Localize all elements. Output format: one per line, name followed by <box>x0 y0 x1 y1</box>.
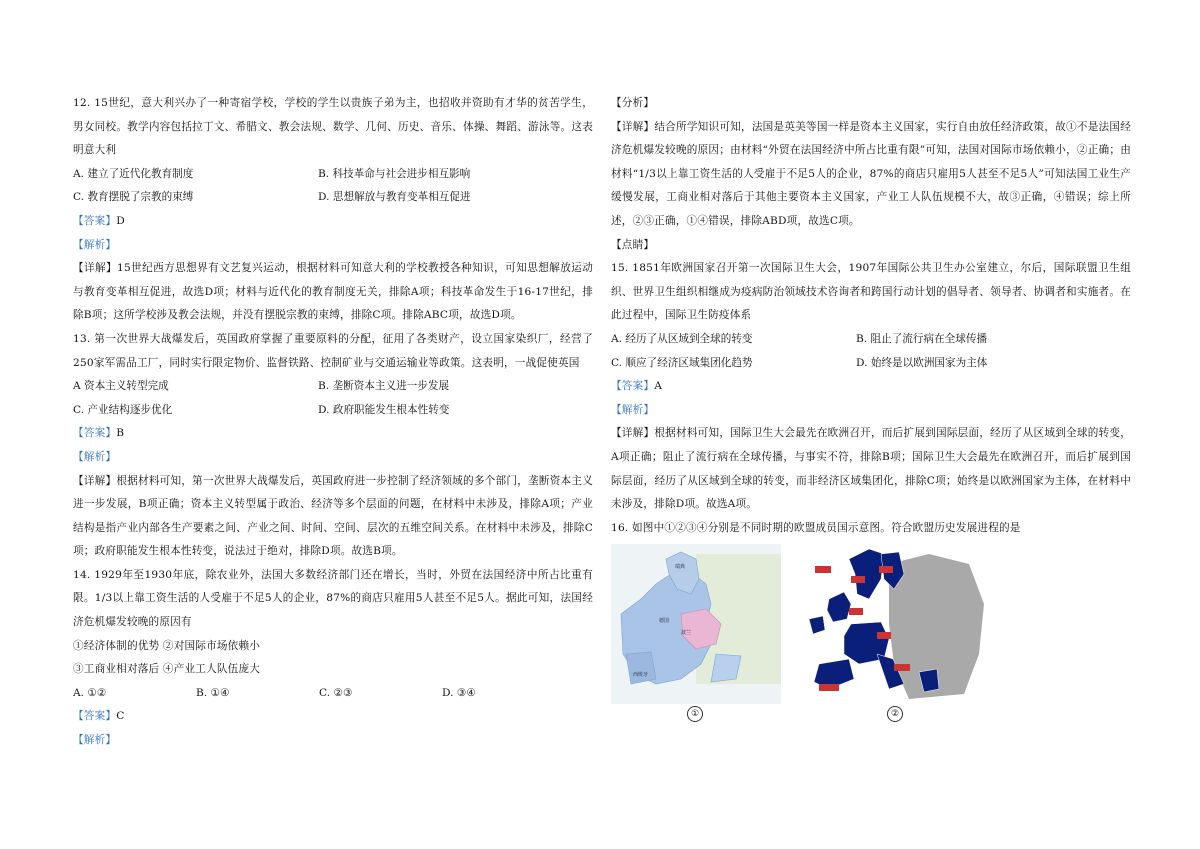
q16-stem: 16. 如图中①②③④分别是不同时期的欧盟成员国示意图。符合欧盟历史发展进程的是 <box>611 521 1021 534</box>
q15-options-row1 <box>611 328 1131 352</box>
q13-analysis-tag: 【解析】 <box>73 450 117 463</box>
q13-option-c: C. 产业结构逐步优化 <box>73 403 173 416</box>
q15-option-b: B. 阻止了流行病在全球传播 <box>856 332 988 345</box>
svg-text:波兰: 波兰 <box>681 630 692 637</box>
q14-option-a: A. ①② <box>73 686 107 699</box>
q13-option-d: D. 政府职能发生根本性转变 <box>318 403 450 416</box>
q12-option-a: A. 建立了近代化教育制度 <box>73 167 194 180</box>
q15-answer <box>611 375 1131 399</box>
country-label-box <box>851 576 865 583</box>
eu-map-1 <box>611 544 781 704</box>
q15-option-c: C. 顺应了经济区域集团化趋势 <box>611 356 753 369</box>
answer-value: A <box>654 380 663 393</box>
country-label-box <box>815 566 831 573</box>
q15-option-d: D. 始终是以欧洲国家为主体 <box>856 356 988 369</box>
q14-items-2: ③工商业相对落后 ④产业工人队伍庞大 <box>73 663 261 676</box>
svg-text:西班牙: 西班牙 <box>633 672 649 679</box>
q15-detail: 【详解】根据材料可知，国际卫生大会最先在欧洲召开，而后扩展到国际层面，经历了从区域到全球的转变，A项正确；阻止了流行病在全球传播，与事实不符，排除B项；国际卫生大会最先在欧洲召开，而后扩展到国际层面，经历了从区域到全球的转变，而非经济区域集团化，排除C项；始终是以欧洲国家为主体，在材料中未涉及，排除D项。故选A项。 <box>611 427 1131 511</box>
country-label-box <box>877 632 891 639</box>
map-2-number: ② <box>887 706 903 722</box>
q14-items-1: ①经济体制的优势 ②对国际市场依赖小 <box>73 639 261 652</box>
q12-options-row2 <box>73 186 593 210</box>
q13-stem: 13. 第一次世界大战爆发后，英国政府掌握了重要原料的分配，征用了各类财产，设立国家染织厂，经营了250家军需品工厂，同时实行限定物价、监督铁路、控制矿业与交通运输业等政策。这表明，一战促使英国 <box>73 332 593 369</box>
q13-options-row2 <box>73 399 593 423</box>
q15-options-row2 <box>611 352 1131 376</box>
q13-detail: 【详解】根据材料可知，第一次世界大战爆发后，英国政府进一步控制了经济领域的多个部门，垄断资本主义进一步发展，B项正确；资本主义转型属于政治、经济等多个层面的问题，在材料中未涉及，排除A项；产业结构是指产业内部各生产要素之间、产业之间、时间、空间、层次的五维空间关系。在材料中未涉及，排除C项；政府职能发生根本性转变，说法过于绝对，排除D项。故选B项。 <box>73 474 593 558</box>
q12-detail: 【详解】15世纪西方思想界有文艺复兴运动，根据材料可知意大利的学校教授各种知识，可知思想解放运动与教育变革相互促进，故选D项；材料与近代化的教育制度无关，排除A项；科技革命发生于16-17世纪，排除B项；这所学校涉及教会法规，并没有摆脱宗教的束缚，排除C项。排除ABC项，故选D项。 <box>73 262 593 322</box>
answer-tag: 【答案】 <box>73 214 117 227</box>
country-label-box <box>849 608 863 615</box>
q15-stem: 15. 1851年欧洲国家召开第一次国际卫生大会，1907年国际公共卫生办公室建立，尔后，国际联盟卫生组织、世界卫生组织相继成为疫病防治领域技术咨询者和跨国行动计划的倡导者、领导者、协调者和实施者。在此过程中，国际卫生防疫体系 <box>611 262 1131 322</box>
left-column <box>73 92 593 753</box>
answer-value: C <box>116 710 125 723</box>
map-1-number: ① <box>687 706 703 722</box>
answer-tag: 【答案】 <box>73 710 117 723</box>
q12-option-d: D. 思想解放与教育变革相互促进 <box>318 191 471 204</box>
country-label-box <box>819 684 839 691</box>
q14-detail: 【详解】结合所学知识可知，法国是英美等国一样是资本主义国家，实行自由放任经济政策，故①不是法国经济危机爆发较晚的原因；由材料“外贸在法国经济中所占比重有限”可知，法国对国际市场依赖小，②正确；由材料“1/3以上靠工资生活的人受雇于不足5人的企业，87%的商店只雇用5人甚至不足5人”可知法国工业生产缓慢发展，工商业相对落后于其他主要资本主义国家，产业工人队伍规模不大，故③正确，④错误；综上所述，②③正确，①④错误，排除ABD项，故选C项。 <box>611 120 1131 227</box>
q14-option-b: B. ①④ <box>196 686 230 699</box>
q14-option-c: C. ②③ <box>319 686 353 699</box>
answer-tag: 【答案】 <box>611 380 655 393</box>
country-label-box <box>879 566 893 573</box>
q14-stem: 14. 1929年至1930年底，除农业外，法国大多数经济部门还在增长，当时，外贸在法国经济中所占比重有限。1/3以上靠工资生活的人受雇于不足5人的企业，87%的商店只雇用5人甚至不足5人。据此可知，法国经济危机爆发较晚的原因有 <box>73 568 593 629</box>
q14-analysis-label: 【分析】 <box>611 97 655 109</box>
q14-option-d: D. ③④ <box>442 686 476 699</box>
q12-answer <box>73 210 593 234</box>
q14-options <box>73 682 593 706</box>
eu-map-2 <box>789 544 989 704</box>
q12-analysis-tag: 【解析】 <box>73 238 117 251</box>
q15-analysis-tag: 【解析】 <box>611 403 655 416</box>
answer-value: D <box>116 214 125 227</box>
q13-option-b: B. 垄断资本主义进一步发展 <box>318 380 450 393</box>
svg-text:德国: 德国 <box>659 618 670 625</box>
q13-options-row1 <box>73 375 593 399</box>
svg-text:瑞典: 瑞典 <box>675 564 686 571</box>
country-label-box <box>894 664 910 671</box>
dianjing-label: 【点睛】 <box>611 238 655 251</box>
eu-maps <box>611 544 1131 724</box>
answer-value: B <box>116 427 125 440</box>
q13-option-a: A 资本主义转型完成 <box>73 380 169 393</box>
q13-answer <box>73 422 593 446</box>
q12-option-c: C. 教育摆脱了宗教的束缚 <box>73 191 194 204</box>
q12-option-b: B. 科技革命与社会进步相互影响 <box>318 167 471 180</box>
right-column <box>611 92 1131 724</box>
answer-tag: 【答案】 <box>73 427 117 440</box>
q15-option-a: A. 经历了从区域到全球的转变 <box>611 332 753 345</box>
q14-analysis-tag: 【解析】 <box>73 734 117 747</box>
q12-options-row1 <box>73 163 593 187</box>
q14-answer <box>73 705 593 729</box>
q12-stem: 12. 15世纪，意大利兴办了一种寄宿学校，学校的学生以贵族子弟为主，也招收并资助有才华的贫苦学生，男女同校。教学内容包括拉丁文、希腊文、教会法规、数学、几何、历史、音乐、体操、舞蹈、游泳等。这表明意大利 <box>73 97 593 157</box>
